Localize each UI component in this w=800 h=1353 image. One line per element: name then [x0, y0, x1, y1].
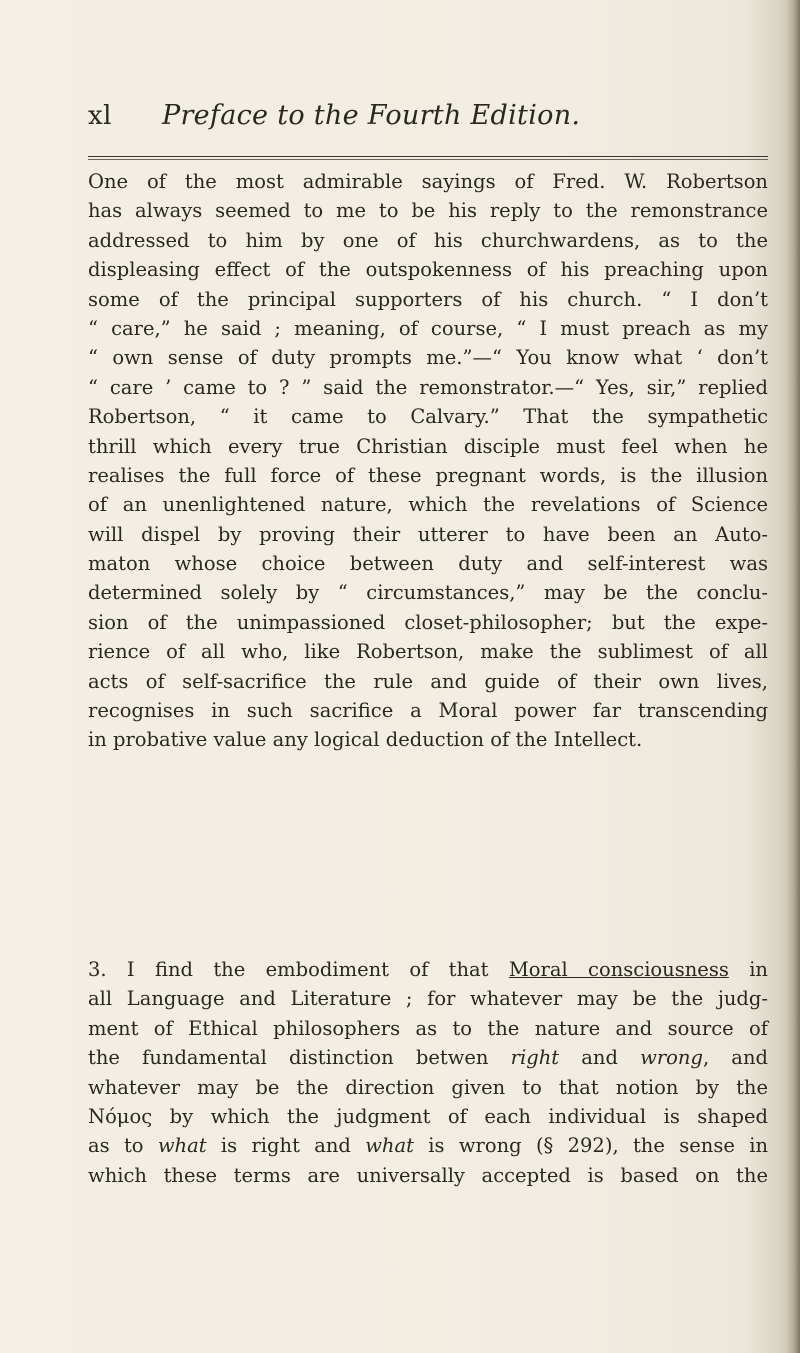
text-line: thrill which every true Christian disciple must feel when he: [88, 434, 768, 458]
italic-word-what: what: [157, 1134, 207, 1158]
page-edge-shadow: [786, 0, 800, 1353]
text-line: whatever may be the direction given to that notion by the: [88, 1075, 768, 1099]
text-line: ment of Ethical philosophers as to the nature and source of: [88, 1016, 768, 1040]
text-run: 3. I find the embodiment of that: [88, 958, 509, 981]
text-line: all Language and Literature ; for whatever may be the judg-: [88, 987, 768, 1011]
text-line: One of the most admirable sayings of Fred. W. Robertson: [88, 170, 768, 193]
text-line: recognises in such sacrifice a Moral power far transcending: [88, 699, 768, 723]
text-line: rience of all who, like Robertson, make the sublimest of all: [88, 640, 768, 664]
text-line: in probative value any logical deduction of the Intellect.: [88, 728, 643, 752]
text-line: [88, 955, 768, 984]
text-line: “ care ’ came to ? ” said the remonstrator.—“ Yes, sir,” replied: [88, 375, 768, 399]
text-line: which these terms are universally accepted is based on the: [88, 1163, 768, 1187]
text-line: has always seemed to me to be his reply to the remonstrance: [88, 199, 768, 223]
text-line: [88, 1043, 768, 1072]
text-line: realises the full force of these pregnant words, is the illusion: [88, 463, 768, 487]
underlined-phrase: Moral consciousness: [508, 958, 729, 981]
text-line: “ care,” he said ; meaning, of course, “ I must preach as my: [88, 316, 768, 340]
text-line: sion of the unimpassioned closet-philosopher; but the expe-: [88, 610, 768, 634]
text-line: some of the principal supporters of his church. “ I don’t: [88, 287, 768, 311]
text-line: determined solely by “ circumstances,” may be the conclu-: [88, 581, 768, 605]
text-line: of an unenlightened nature, which the revelations of Science: [88, 493, 768, 517]
text-run: is wrong (§ 292), the sense in: [413, 1134, 768, 1158]
text-line: will dispel by proving their utterer to have been an Auto-: [88, 522, 768, 546]
text-line: displeasing effect of the outspokenness of his preaching upon: [88, 258, 768, 282]
page-header: [88, 100, 768, 140]
italic-word-right: right: [510, 1046, 560, 1070]
paragraph-1: [88, 167, 768, 755]
running-title: Preface to the Fourth Edition.: [161, 100, 581, 131]
text-line: maton whose choice between duty and self-interest was: [88, 552, 768, 576]
text-line: addressed to him by one of his churchwardens, as to the: [88, 228, 768, 252]
page-number: xl: [88, 101, 112, 131]
text-run: and: [559, 1046, 641, 1070]
text-line: “ own sense of duty prompts me.”—“ You know what ‘ don’t: [88, 346, 768, 370]
header-rule-thin: [88, 159, 768, 160]
italic-word-what: what: [365, 1134, 414, 1158]
text-run: is right and: [206, 1134, 366, 1158]
text-line: acts of self-sacrifice the rule and guide of their own lives,: [88, 669, 768, 693]
text-line: Νόμος by which the judgment of each individual is shaped: [88, 1104, 768, 1128]
text-line: [88, 1131, 768, 1160]
paragraph-2: [88, 955, 768, 1190]
italic-word-wrong: wrong: [640, 1046, 703, 1070]
text-run: , and: [702, 1046, 768, 1070]
text-run: in: [728, 958, 768, 981]
text-run: as to: [88, 1134, 158, 1158]
text-run: the fundamental distinction betwen: [88, 1046, 511, 1070]
text-line: Robertson, “ it came to Calvary.” That the sympathetic: [88, 405, 768, 429]
header-rule: [88, 156, 768, 157]
